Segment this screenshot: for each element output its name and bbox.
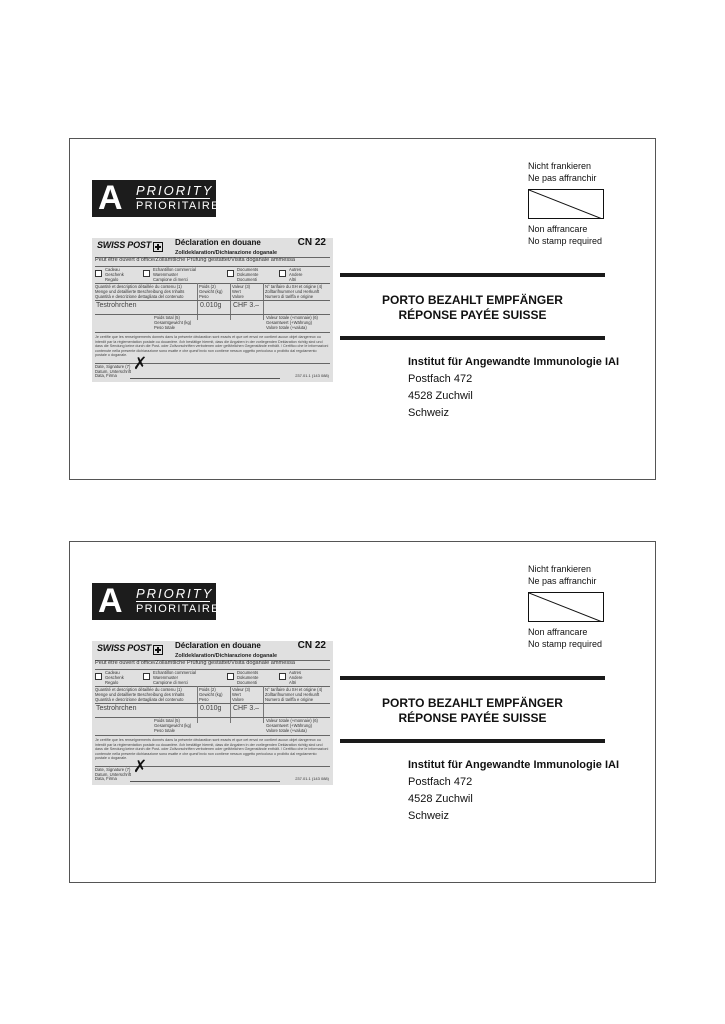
- signature-label: Date, Signature (7) Datum, Unterschrift Data, Firma: [95, 364, 132, 379]
- swiss-post-logo: SWISS POST: [97, 643, 152, 653]
- weight-value: 0.010g: [200, 302, 222, 309]
- stamp-note-it: Non affrancare: [528, 224, 588, 234]
- porto-heading: [340, 696, 605, 726]
- recipient-name: Institut für Angewandte Immunologie IAI: [408, 759, 620, 771]
- stamp-note-fr: Ne pas affranchir: [528, 173, 597, 183]
- recipient-name: Institut für Angewandte Immunologie IAI: [408, 356, 620, 368]
- swiss-cross-icon: [153, 242, 163, 252]
- other-checkbox[interactable]: [279, 270, 286, 277]
- stamp-note-en: No stamp required: [528, 236, 603, 246]
- porto-line1: PORTO BEZAHLT EMPFÄNGER: [382, 696, 563, 710]
- divider-bottom: [340, 739, 605, 743]
- signature-label: Date, Signature (7) Datum, Unterschrift Data, Firma: [95, 767, 132, 782]
- form-number: 237.01.1 (143 088): [295, 373, 329, 378]
- divider-top: [340, 273, 605, 277]
- official-opening-note: Peut être ouvert d’office/Zollamtliche Prüfung gestattet/Visita doganale ammessa: [95, 257, 296, 263]
- price-value: CHF 3.–: [233, 705, 260, 712]
- weight-value: 0.010g: [200, 705, 222, 712]
- declaration-subtitle: Zolldeklaration/Dichiarazione doganale: [175, 250, 278, 256]
- swiss-cross-icon: [153, 645, 163, 655]
- reply-envelope-2: [69, 541, 656, 883]
- customs-declaration-cn22: SWISS POST Déclaration en douane Zolldeklaration/Dichiarazione doganale CN 22 Peut être ouvert d’office/Zollamtliche Prüfung gestattet/Visita doganale ammessa Cadeau Geschenk Regalo Echantillon commercial Warenmuster Campione di merci Documents Dokumente Documenti Autres Andere Altri Quantité et description détaillée du contenu (1) Menge und detaillierte Beschreibung des Inhalts Quantità e descrizione dettagliata del contenuto Poids (2) Gewicht (kg) Peso Valeur (3) Wert Valore N° tarifaire du SH et origine (4) Zolltarifnummer und Herkunft Numero di tariffa e origine Testrohrchen 0.010g CHF 3.– Poids total (5) Gesamtgewicht (kg) Peso totale Valeur totale (+monnaie) (6) Gesamtwert (+Währung) Valore totale (+valuta) Je certifie que les renseignements donnés dans la présente déclaration sont exacts et que cet envoi ne contient aucun objet dangereux ou interdit par la réglementation postale ou douanière. /Ich bestätige hiermit, dass die Angaben in der vorliegenden Deklaration richtig sind und dass die Sendung keine durch die Post- oder Zollvorschriften verbotenen oder gefährlichen Gegenstände enthält. / Certifico che le informazioni contenute nella presente dichiarazione sono esatte e che quest’invio non contiene nessun oggetto pericoloso o proibito dal regolamento postale o doganale. Date, Signature (7) Datum, Unterschrift Data, Firma ✗ 237.01.1 (143 088): [92, 641, 333, 785]
- gift-checkbox[interactable]: [95, 270, 102, 277]
- stamp-box: [528, 189, 604, 219]
- total-weight-label: Poids total (5) Gesamtgewicht (kg) Peso totale: [154, 718, 192, 733]
- gift-checkbox[interactable]: [95, 673, 102, 680]
- contents-value: Testrohrchen: [96, 705, 137, 712]
- stamp-note-top: [528, 160, 596, 184]
- reply-envelope-1: [69, 138, 656, 480]
- stamp-note-bottom: [528, 626, 602, 650]
- stamp-note-en: No stamp required: [528, 639, 603, 649]
- stamp-note-bottom: [528, 223, 602, 247]
- priority-label: [92, 179, 220, 217]
- recipient-street: Postfach 472: [408, 776, 473, 788]
- declaration-title: Déclaration en douane: [175, 238, 261, 247]
- declaration-text: Je certifie que les renseignements donnés dans la présente déclaration sont exacts et que cet envoi ne contient aucun objet dangereux ou interdit par la réglementation postale ou douanière. /Ich bestätige hiermit, dass die Angaben in der vorliegenden Deklaration richtig sind und dass die Sendung keine durch die Post- oder Zollvorschriften verbotenen oder gefährlichen Gegenstände enthält. / Certifico che le informazioni contenute nella presente dichiarazione sono esatte e che quest’invio non contiene nessun oggetto pericoloso o proibito dal regolamento postale o doganale.: [95, 738, 329, 760]
- porto-heading: [340, 293, 605, 323]
- form-code: CN 22: [297, 237, 326, 248]
- recipient-street: Postfach 472: [408, 373, 473, 385]
- recipient-city: 4528 Zuchwil: [408, 793, 473, 805]
- weight-header: Poids (2) Gewicht (kg) Peso: [199, 284, 223, 299]
- declaration-title: Déclaration en douane: [175, 641, 261, 650]
- swiss-post-logo: SWISS POST: [97, 240, 152, 250]
- signature-x-mark: ✗: [133, 354, 148, 374]
- contents-value: Testrohrchen: [96, 302, 137, 309]
- priority-line1: PRIORITY: [136, 183, 214, 198]
- signature-x-mark: ✗: [133, 757, 148, 777]
- form-number: 237.01.1 (143 088): [295, 776, 329, 781]
- porto-line1: PORTO BEZAHLT EMPFÄNGER: [382, 293, 563, 307]
- recipient-address: [408, 354, 619, 422]
- stamp-note-it: Non affrancare: [528, 627, 588, 637]
- priority-line2: PRIORITAIRE: [136, 200, 220, 212]
- recipient-city: 4528 Zuchwil: [408, 390, 473, 402]
- recipient-country: Schweiz: [408, 407, 449, 419]
- price-value: CHF 3.–: [233, 302, 260, 309]
- stamp-note-de: Nicht frankieren: [528, 161, 592, 171]
- customs-declaration-cn22: SWISS POST Déclaration en douane Zolldeklaration/Dichiarazione doganale CN 22 Peut être ouvert d’office/Zollamtliche Prüfung gestattet/Visita doganale ammessa Cadeau Geschenk Regalo Echantillon commercial Warenmuster Campione di merci Documents Dokumente Documenti Autres Andere Altri Quantité et description détaillée du contenu (1) Menge und detaillierte Beschreibung des Inhalts Quantità e descrizione dettagliata del contenuto Poids (2) Gewicht (kg) Peso Valeur (3) Wert Valore N° tarifaire du SH et origine (4) Zolltarifnummer und Herkunft Numero di tariffa e origine Testrohrchen 0.010g CHF 3.– Poids total (5) Gesamtgewicht (kg) Peso totale Valeur totale (+monnaie) (6) Gesamtwert (+Währung) Valore totale (+valuta) Je certifie que les renseignements donnés dans la présente déclaration sont exacts et que cet envoi ne contient aucun objet dangereux ou interdit par la réglementation postale ou douanière. /Ich bestätige hiermit, dass die Angaben in der vorliegenden Deklaration richtig sind und dass die Sendung keine durch die Post- oder Zollvorschriften verbotenen oder gefährlichen Gegenstände enthält. / Certifico che le informazioni contenute nella presente dichiarazione sono esatte e che quest’invio non contiene nessun oggetto pericoloso o proibito dal regolamento postale o doganale. Date, Signature (7) Datum, Unterschrift Data, Firma ✗ 237.01.1 (143 088): [92, 238, 333, 382]
- sample-checkbox[interactable]: [143, 673, 150, 680]
- tariff-header: N° tarifaire du SH et origine (4) Zolltarifnummer und Herkunft Numero di tariffa e origine: [265, 687, 323, 702]
- stamp-note-fr: Ne pas affranchir: [528, 576, 597, 586]
- official-opening-note: Peut être ouvert d’office/Zollamtliche Prüfung gestattet/Visita doganale ammessa: [95, 660, 296, 666]
- value-header: Valeur (3) Wert Valore: [232, 284, 251, 299]
- recipient-country: Schweiz: [408, 810, 449, 822]
- stamp-note-top: [528, 563, 596, 587]
- total-value-label: Valeur totale (+monnaie) (6) Gesamtwert (+Währung) Valore totale (+valuta): [266, 718, 318, 733]
- description-header: Quantité et description détaillée du contenu (1) Menge und detaillierte Beschreibung des Inhalts Quantità e descrizione dettagliata del contenuto: [95, 284, 185, 299]
- form-code: CN 22: [297, 640, 326, 651]
- documents-checkbox[interactable]: [227, 673, 234, 680]
- recipient-address: [408, 757, 619, 825]
- divider-bottom: [340, 336, 605, 340]
- weight-header: Poids (2) Gewicht (kg) Peso: [199, 687, 223, 702]
- documents-checkbox[interactable]: [227, 270, 234, 277]
- total-weight-label: Poids total (5) Gesamtgewicht (kg) Peso totale: [154, 315, 192, 330]
- stamp-box: [528, 592, 604, 622]
- sample-checkbox[interactable]: [143, 270, 150, 277]
- priority-label: [92, 582, 220, 620]
- priority-letter: A: [98, 582, 123, 620]
- priority-line1: PRIORITY: [136, 586, 214, 601]
- stamp-note-de: Nicht frankieren: [528, 564, 592, 574]
- divider-top: [340, 676, 605, 680]
- total-value-label: Valeur totale (+monnaie) (6) Gesamtwert (+Währung) Valore totale (+valuta): [266, 315, 318, 330]
- description-header: Quantité et description détaillée du contenu (1) Menge und detaillierte Beschreibung des Inhalts Quantità e descrizione dettagliata del contenuto: [95, 687, 185, 702]
- value-header: Valeur (3) Wert Valore: [232, 687, 251, 702]
- declaration-subtitle: Zolldeklaration/Dichiarazione doganale: [175, 653, 278, 659]
- porto-line2: RÉPONSE PAYÉE SUISSE: [398, 711, 547, 725]
- other-checkbox[interactable]: [279, 673, 286, 680]
- declaration-text: Je certifie que les renseignements donnés dans la présente déclaration sont exacts et que cet envoi ne contient aucun objet dangereux ou interdit par la réglementation postale ou douanière. /Ich bestätige hiermit, dass die Angaben in der vorliegenden Deklaration richtig sind und dass die Sendung keine durch die Post- oder Zollvorschriften verbotenen oder gefährlichen Gegenstände enthält. / Certifico che le informazioni contenute nella presente dichiarazione sono esatte e che quest’invio non contiene nessun oggetto pericoloso o proibito dal regolamento postale o doganale.: [95, 335, 329, 357]
- porto-line2: RÉPONSE PAYÉE SUISSE: [398, 308, 547, 322]
- tariff-header: N° tarifaire du SH et origine (4) Zolltarifnummer und Herkunft Numero di tariffa e origine: [265, 284, 323, 299]
- priority-line2: PRIORITAIRE: [136, 603, 220, 615]
- priority-letter: A: [98, 179, 123, 217]
